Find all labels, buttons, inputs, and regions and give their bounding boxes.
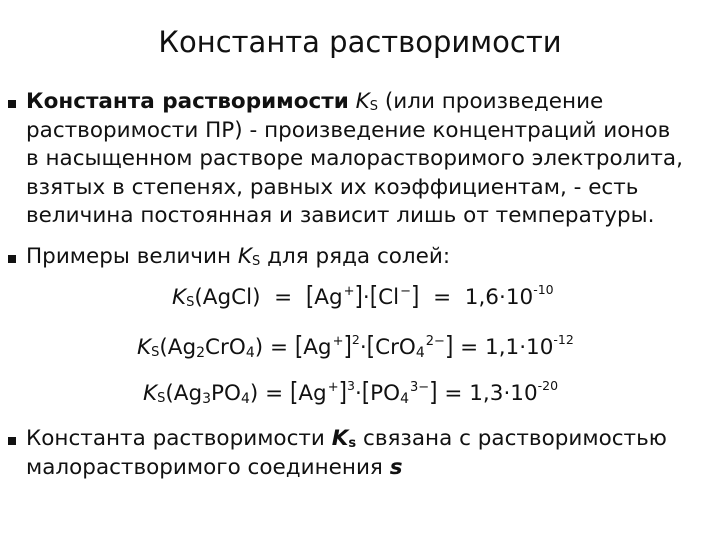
cation-charge: +: [343, 284, 355, 299]
cation: Ag: [303, 335, 332, 360]
ks-symbol: K: [137, 335, 152, 360]
bracket-open: [: [289, 377, 299, 408]
formula-agcl: $K_S(AgCl) = [Ag^+]\cdot[Cl^-] = 1,6\cdot 10^{-10}$: [172, 283, 554, 313]
definition-line-2: растворимости ПР) - произведение концентраций ионов: [26, 117, 671, 143]
salt-part-b: PO: [211, 381, 241, 406]
salt-part-b: CrO: [205, 335, 246, 360]
anion-subscript: 4: [415, 345, 425, 361]
anion-charge: 3−: [409, 380, 430, 395]
examples-suffix: для ряда солей:: [267, 244, 451, 269]
ks-subscript: S: [186, 295, 195, 310]
examples-prefix: Примеры величин: [26, 244, 232, 269]
anion: CrO: [375, 335, 416, 360]
bracket-close: ]: [444, 331, 454, 362]
examples-intro: [26, 243, 706, 272]
bullet-marker: [8, 437, 16, 445]
anion: PO: [370, 381, 401, 406]
ks-symbol: K: [143, 381, 158, 406]
salt-subscript-1: 2: [196, 345, 206, 361]
ks-subscript: S: [369, 99, 378, 114]
ks-symbol-bold: K: [331, 426, 349, 451]
anion-charge: −: [400, 284, 412, 299]
bracket-open: [: [369, 281, 379, 312]
bullet-marker: [8, 100, 16, 108]
solubility-symbol: s: [389, 454, 403, 480]
relation-prefix: Константа растворимости: [26, 426, 325, 451]
definition-line-5: величина постоянная и зависит лишь от температуры.: [26, 203, 655, 229]
definition-paragraph: [26, 88, 706, 231]
cation-power: 2: [351, 332, 360, 347]
salt-subscript-2: 4: [240, 391, 250, 407]
ks-exponent: -12: [553, 332, 574, 347]
bracket-open: [: [366, 331, 376, 362]
ks-mantissa: 1,3: [469, 381, 504, 406]
bracket-open: [: [305, 281, 315, 312]
cation-charge: +: [327, 380, 339, 395]
ks-mantissa: 1,6: [464, 285, 499, 310]
definition-text: (или произведение: [384, 89, 604, 114]
formula-ag2cro4: $K_S(Ag_2CrO_4) = [Ag^+]^2\cdot[CrO_4^{2-}] = 1,1\cdot 10^{-12}$: [137, 333, 574, 363]
term-label: Константа растворимости: [26, 89, 349, 114]
salt-part-a: Ag: [173, 381, 203, 406]
bracket-close: ]: [343, 331, 352, 362]
ks-symbol: K: [172, 285, 187, 310]
definition-line-1: [26, 88, 706, 117]
relation-line2-prefix: малорастворимого соединения: [26, 454, 383, 480]
relation-suffix: связана с растворимостью: [363, 426, 667, 451]
salt-part-a: Ag: [167, 335, 197, 360]
bracket-close: ]: [411, 281, 420, 312]
ks-symbol: K: [355, 89, 370, 114]
cation-charge: +: [332, 334, 344, 349]
bracket-close: ]: [354, 281, 363, 312]
formula-ag3po4: $K_S(Ag_3PO_4) = [Ag^+]^3\cdot[PO_4^{3-}] = 1,3\cdot 10^{-20}$: [143, 379, 558, 409]
bracket-open: [: [294, 331, 304, 362]
salt-name: AgCl: [202, 285, 253, 310]
cation: Ag: [314, 285, 343, 310]
bracket-close: ]: [338, 377, 347, 408]
examples-intro-line: [26, 243, 706, 272]
ks-symbol: K: [237, 244, 252, 269]
definition-line-3: в насыщенном растворе малорастворимого электролита,: [26, 146, 683, 172]
ks-exponent: -10: [533, 282, 554, 297]
relation-line-2: [26, 454, 706, 483]
relation-line-1: [26, 425, 706, 454]
salt-subscript-1: 3: [202, 391, 212, 407]
anion: Cl: [378, 285, 400, 310]
anion-charge: 2−: [425, 334, 445, 349]
bracket-close: ]: [429, 377, 438, 408]
cation-power: 3: [346, 378, 355, 393]
ks-subscript: S: [151, 345, 160, 360]
ks-subscript-bold: s: [348, 436, 357, 451]
definition-line-4: взятых в степенях, равных их коэффициентам, - есть: [26, 174, 639, 200]
ks-subscript: S: [157, 391, 166, 406]
salt-subscript-2: 4: [245, 345, 255, 361]
ks-mantissa: 1,1: [485, 335, 520, 360]
cation: Ag: [298, 381, 327, 406]
bracket-open: [: [361, 377, 371, 408]
anion-subscript: 4: [400, 391, 409, 407]
relation-paragraph: [26, 425, 706, 482]
slide-title: Константа растворимости: [158, 25, 562, 59]
ks-exponent: -20: [537, 378, 559, 393]
ks-subscript: S: [252, 254, 261, 269]
bullet-marker: [8, 255, 16, 263]
